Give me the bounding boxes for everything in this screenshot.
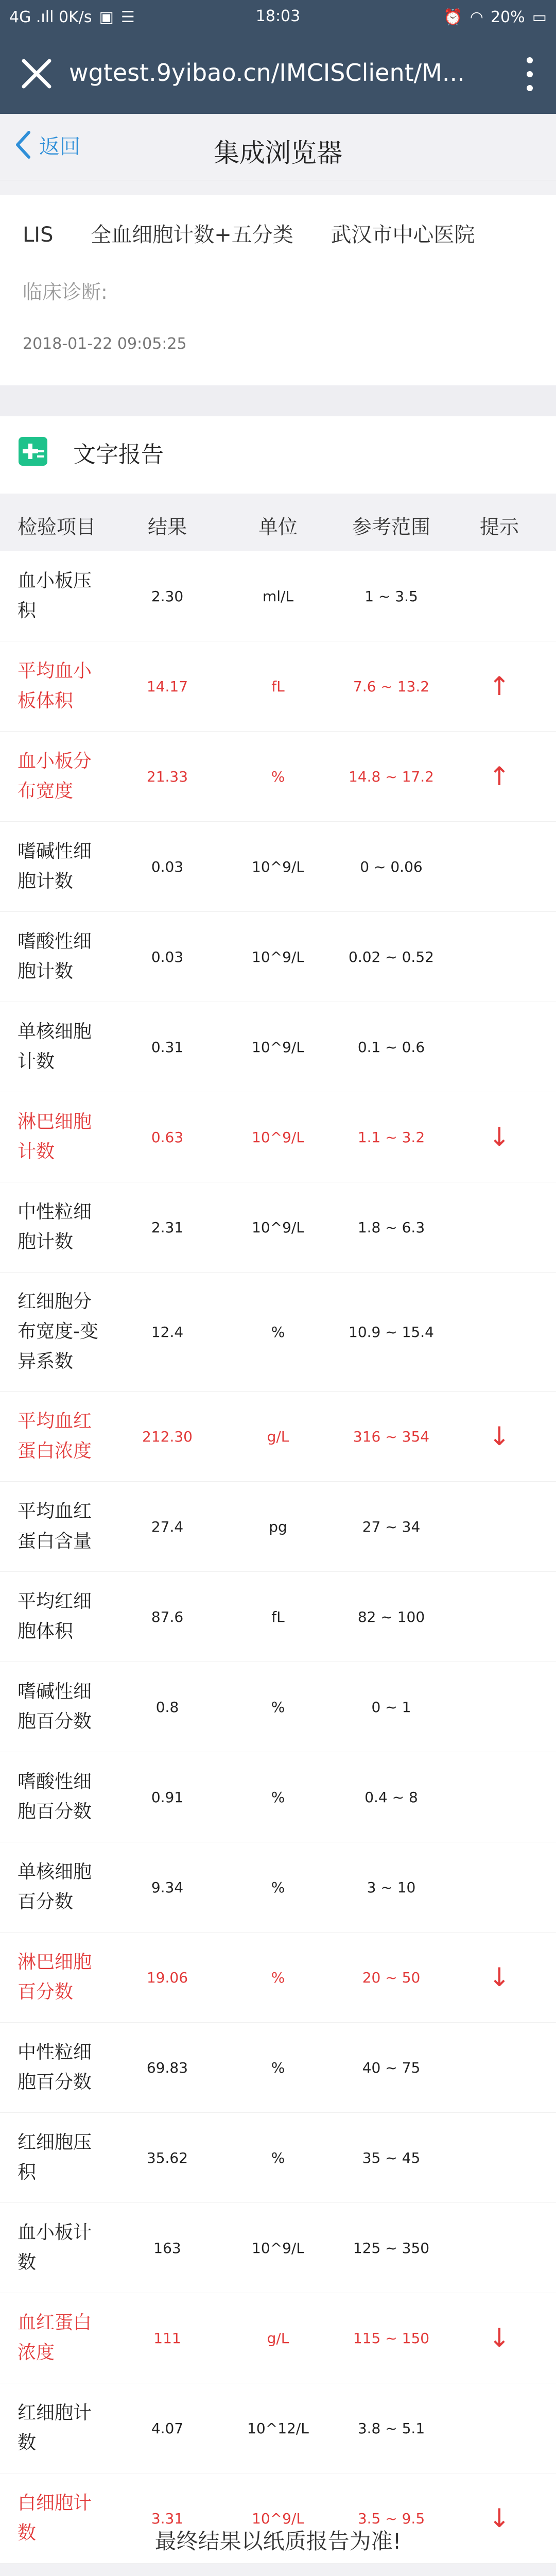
item-range-text: 0.02 ~ 0.52 [349, 948, 434, 965]
item-result [108, 1273, 227, 1391]
item-result-text: 87.6 [151, 1608, 184, 1625]
table-row [0, 1482, 556, 1572]
item-unit-text: 10^9/L [252, 2510, 304, 2527]
item-unit-text: 10^9/L [252, 858, 304, 875]
item-name [0, 2023, 103, 2112]
item-flag [453, 1273, 546, 1391]
item-result [108, 1092, 227, 1182]
item-result-text: 9.34 [151, 1878, 184, 1896]
battery-icon: ▭ [532, 8, 547, 26]
item-unit-text: 10^9/L [252, 1128, 304, 1146]
item-unit-text: % [271, 1788, 285, 1806]
item-result-text: 27.4 [151, 1518, 184, 1535]
item-range-text: 0 ~ 1 [371, 1698, 411, 1716]
header-unit: 单位 [258, 516, 298, 538]
item-name-text: 淋巴细胞百分数 [18, 1952, 92, 2003]
item-name-text: 红细胞计数 [18, 2402, 92, 2453]
item-range [329, 732, 453, 821]
exam-name: 全血细胞计数+五分类 [91, 223, 293, 247]
close-icon[interactable] [19, 56, 55, 92]
alarm-icon: ⏰ [443, 8, 463, 26]
item-name [0, 1273, 103, 1391]
table-row [0, 1842, 556, 1933]
item-name-text: 红细胞压积 [18, 2132, 92, 2183]
item-flag [453, 2203, 546, 2293]
text-report-header [0, 416, 556, 494]
item-result [108, 732, 227, 821]
browser-toolbar [0, 34, 556, 114]
battery-level: 20% [490, 8, 525, 26]
item-range [329, 2023, 453, 2112]
item-flag [453, 1752, 546, 1842]
item-name-text: 单核细胞百分数 [18, 1861, 92, 1912]
item-unit-text: % [271, 1878, 285, 1896]
item-result [108, 1572, 227, 1662]
item-name-text: 单核细胞计数 [18, 1021, 92, 1072]
item-result [108, 1482, 227, 1571]
item-flag [453, 2023, 546, 2112]
item-result-text: 35.62 [146, 2149, 188, 2166]
item-result [108, 2203, 227, 2293]
item-result-text: 0.03 [151, 858, 184, 875]
status-bar [0, 0, 556, 34]
item-range [329, 1392, 453, 1481]
item-flag [453, 1572, 546, 1662]
item-range-text: 316 ~ 354 [353, 1428, 430, 1445]
item-unit-text: 10^12/L [247, 2419, 309, 2437]
item-flag [453, 1392, 546, 1481]
item-unit [227, 822, 329, 911]
item-flag [453, 1182, 546, 1272]
item-range [329, 912, 453, 1002]
network-status: 4G .ıll 0K/s [9, 8, 92, 26]
table-row [0, 551, 556, 641]
item-result [108, 1933, 227, 2022]
wifi-icon: ◠ [470, 8, 483, 26]
item-flag [453, 1662, 546, 1752]
item-unit [227, 1273, 329, 1391]
item-range [329, 2113, 453, 2202]
item-name [0, 732, 103, 821]
item-result-text: 2.30 [151, 587, 184, 605]
report-date: 2018-01-22 09:05:25 [23, 335, 187, 353]
item-unit [227, 1182, 329, 1272]
back-label: 返回 [39, 134, 80, 159]
item-flag-text: ↓ [489, 1962, 510, 1992]
item-range [329, 2203, 453, 2293]
item-result [108, 1392, 227, 1481]
item-range [329, 1092, 453, 1182]
item-range [329, 1933, 453, 2022]
item-name [0, 1662, 103, 1752]
item-flag-text: ↓ [489, 2503, 510, 2533]
header-result: 结果 [147, 516, 187, 538]
item-range-text: 27 ~ 34 [362, 1518, 421, 1535]
item-name [0, 1752, 103, 1842]
item-unit-text: fL [271, 1608, 285, 1625]
item-unit [227, 1662, 329, 1752]
item-result-text: 4.07 [151, 2419, 184, 2437]
table-row [0, 1002, 556, 1092]
item-unit [227, 732, 329, 821]
item-flag [453, 1482, 546, 1571]
item-result-text: 163 [153, 2239, 181, 2257]
item-name [0, 1002, 103, 1092]
item-result-text: 3.31 [151, 2510, 184, 2527]
item-unit [227, 2293, 329, 2383]
item-name-text: 血小板计数 [18, 2222, 92, 2273]
item-unit-text: % [271, 1698, 285, 1716]
item-result-text: 0.03 [151, 948, 184, 965]
item-unit [227, 551, 329, 641]
item-name-text: 红细胞分布宽度-变异系数 [18, 1291, 98, 1372]
table-row [0, 1092, 556, 1182]
table-row [0, 912, 556, 1002]
item-unit [227, 1392, 329, 1481]
item-unit [227, 2023, 329, 2112]
item-range [329, 1752, 453, 1842]
item-unit [227, 1002, 329, 1092]
results-table [0, 551, 556, 2564]
item-flag-text: ↑ [489, 671, 510, 701]
table-row [0, 1182, 556, 1273]
table-row [0, 2023, 556, 2113]
item-unit [227, 1842, 329, 1932]
item-name [0, 1182, 103, 1272]
item-name [0, 641, 103, 731]
item-name-text: 嗜碱性细胞百分数 [18, 1681, 92, 1732]
item-unit [227, 912, 329, 1002]
item-result-text: 12.4 [151, 1323, 184, 1341]
item-name [0, 1933, 103, 2022]
item-result [108, 912, 227, 1002]
item-range [329, 1273, 453, 1391]
item-result-text: 0.31 [151, 1038, 184, 1056]
item-name [0, 912, 103, 1002]
table-row [0, 1273, 556, 1392]
item-range-text: 115 ~ 150 [353, 2329, 430, 2347]
section-divider [0, 385, 556, 416]
item-name [0, 822, 103, 911]
item-flag [453, 2113, 546, 2202]
item-range [329, 1002, 453, 1092]
item-name-text: 平均血小板体积 [18, 660, 92, 711]
notification-icon: ☰ [120, 8, 135, 26]
table-row [0, 2293, 556, 2383]
item-range-text: 0 ~ 0.06 [360, 858, 423, 875]
item-result-text: 69.83 [146, 2059, 188, 2076]
header-flag: 提示 [479, 516, 519, 538]
item-result-text: 0.63 [151, 1128, 184, 1146]
item-unit [227, 2383, 329, 2473]
item-range [329, 1662, 453, 1752]
item-range-text: 7.6 ~ 13.2 [353, 677, 430, 695]
diagnosis-label: 临床诊断: [23, 281, 108, 303]
item-result [108, 1002, 227, 1092]
item-result [108, 2113, 227, 2202]
item-flag-text: ↓ [489, 1122, 510, 1152]
more-menu-icon[interactable] [522, 54, 537, 95]
item-range-text: 1.8 ~ 6.3 [357, 1218, 425, 1236]
lis-label: LIS [23, 223, 54, 247]
item-name-text: 淋巴细胞计数 [18, 1111, 92, 1162]
item-range-text: 3 ~ 10 [367, 1878, 416, 1896]
item-result-text: 2.31 [151, 1218, 184, 1236]
item-unit-text: 10^9/L [252, 1218, 304, 1236]
item-name-text: 中性粒细胞计数 [18, 1201, 92, 1252]
item-result [108, 1662, 227, 1752]
item-range-text: 40 ~ 75 [362, 2059, 421, 2076]
table-row [0, 2383, 556, 2473]
item-range [329, 2383, 453, 2473]
item-flag [453, 551, 546, 641]
item-name-text: 中性粒细胞百分数 [18, 2042, 92, 2093]
item-name [0, 1572, 103, 1662]
item-flag [453, 732, 546, 821]
table-row [0, 1392, 556, 1482]
item-range-text: 35 ~ 45 [362, 2149, 421, 2166]
item-range-text: 3.5 ~ 9.5 [357, 2510, 425, 2527]
item-name-text: 血小板分布宽度 [18, 751, 92, 802]
item-name [0, 1092, 103, 1182]
report-info [0, 195, 556, 385]
item-name-text: 嗜酸性细胞百分数 [18, 1771, 92, 1822]
item-result [108, 1182, 227, 1272]
item-range-text: 3.8 ~ 5.1 [357, 2419, 425, 2437]
item-range-text: 82 ~ 100 [357, 1608, 425, 1625]
item-flag [453, 1842, 546, 1932]
table-row [0, 1933, 556, 2023]
item-unit-text: 10^9/L [252, 948, 304, 965]
item-flag [453, 912, 546, 1002]
item-unit-text: g/L [267, 2329, 289, 2347]
table-header [0, 494, 556, 551]
item-result [108, 1752, 227, 1842]
table-row [0, 732, 556, 822]
item-range [329, 1482, 453, 1571]
item-name-text: 白细胞计数 [18, 2493, 92, 2544]
item-unit-text: % [271, 1323, 285, 1341]
item-unit [227, 1933, 329, 2022]
item-range-text: 20 ~ 50 [362, 1969, 421, 1986]
table-row [0, 2113, 556, 2203]
item-flag-text: ↑ [489, 761, 510, 791]
item-flag [453, 2383, 546, 2473]
item-result-text: 21.33 [146, 768, 188, 785]
item-unit-text: g/L [267, 1428, 289, 1445]
item-result-text: 19.06 [146, 1969, 188, 1986]
item-name-text: 血小板压积 [18, 570, 92, 621]
status-time: 18:03 [255, 7, 301, 25]
item-unit-text: 10^9/L [252, 2239, 304, 2257]
item-result [108, 822, 227, 911]
item-unit [227, 1752, 329, 1842]
header-range: 参考范围 [352, 516, 430, 538]
item-unit-text: % [271, 1969, 285, 1986]
item-range [329, 1572, 453, 1662]
table-row [0, 641, 556, 732]
item-range-text: 0.1 ~ 0.6 [357, 1038, 425, 1056]
item-name-text: 平均血红蛋白含量 [18, 1501, 92, 1552]
item-name-text: 血红蛋白浓度 [18, 2312, 92, 2363]
url-text: wgtest.9yibao.cn/IMCISClient/M... [69, 59, 465, 87]
item-result [108, 641, 227, 731]
item-unit-text: % [271, 2059, 285, 2076]
item-range [329, 641, 453, 731]
footer-note: 最终结果以纸质报告为准! [154, 2529, 402, 2554]
item-flag [453, 1002, 546, 1092]
item-range [329, 1182, 453, 1272]
item-result-text: 212.30 [142, 1428, 193, 1445]
item-unit-text: pg [269, 1518, 287, 1535]
item-unit-text: % [271, 2149, 285, 2166]
item-flag [453, 1933, 546, 2022]
item-unit-text: % [271, 768, 285, 785]
item-range [329, 2293, 453, 2383]
item-result [108, 1842, 227, 1932]
header-item: 检验项目 [18, 516, 96, 538]
item-unit [227, 1572, 329, 1662]
item-name-text: 平均红细胞体积 [18, 1591, 92, 1642]
item-unit [227, 1092, 329, 1182]
item-range-text: 14.8 ~ 17.2 [349, 768, 434, 785]
item-name [0, 2293, 103, 2383]
item-unit [227, 1482, 329, 1571]
item-name-text: 平均血红蛋白浓度 [18, 1411, 92, 1462]
item-flag-text: ↓ [489, 1421, 510, 1451]
item-range-text: 125 ~ 350 [353, 2239, 430, 2257]
item-range-text: 0.4 ~ 8 [364, 1788, 418, 1806]
item-range-text: 1 ~ 3.5 [364, 587, 418, 605]
item-name-text: 嗜酸性细胞计数 [18, 931, 92, 982]
item-name [0, 1482, 103, 1571]
item-result-text: 0.8 [155, 1698, 179, 1716]
item-range [329, 1842, 453, 1932]
item-unit [227, 2113, 329, 2202]
item-name [0, 2383, 103, 2473]
item-result-text: 111 [153, 2329, 181, 2347]
item-result-text: 14.17 [146, 677, 188, 695]
table-row [0, 822, 556, 912]
item-range-text: 10.9 ~ 15.4 [349, 1323, 434, 1341]
item-name [0, 2113, 103, 2202]
item-unit [227, 2203, 329, 2293]
page-nav-bar [0, 114, 556, 180]
table-row [0, 1752, 556, 1842]
item-name [0, 1392, 103, 1481]
table-row [0, 2203, 556, 2293]
page-title: 集成浏览器 [214, 138, 342, 168]
item-flag [453, 2293, 546, 2383]
item-result [108, 2383, 227, 2473]
item-range [329, 551, 453, 641]
text-report-title: 文字报告 [73, 442, 164, 468]
item-flag-text: ↓ [489, 2323, 510, 2353]
item-unit-text: ml/L [262, 587, 294, 605]
item-range-text: 1.1 ~ 3.2 [357, 1128, 425, 1146]
item-name [0, 2203, 103, 2293]
item-unit [227, 641, 329, 731]
table-row [0, 1572, 556, 1662]
item-unit-text: fL [271, 677, 285, 695]
item-result [108, 2023, 227, 2112]
item-flag [453, 1092, 546, 1182]
item-result [108, 2293, 227, 2383]
item-name-text: 嗜碱性细胞计数 [18, 841, 92, 892]
hospital-name: 武汉市中心医院 [331, 223, 475, 247]
item-result [108, 551, 227, 641]
item-flag [453, 641, 546, 731]
item-name [0, 1842, 103, 1932]
sim-icon: ▣ [99, 8, 114, 26]
add-report-icon [19, 437, 47, 466]
table-row [0, 1662, 556, 1752]
item-flag [453, 822, 546, 911]
item-unit-text: 10^9/L [252, 1038, 304, 1056]
report-info-row [23, 218, 506, 248]
item-result-text: 0.91 [151, 1788, 184, 1806]
item-name [0, 551, 103, 641]
item-range [329, 822, 453, 911]
